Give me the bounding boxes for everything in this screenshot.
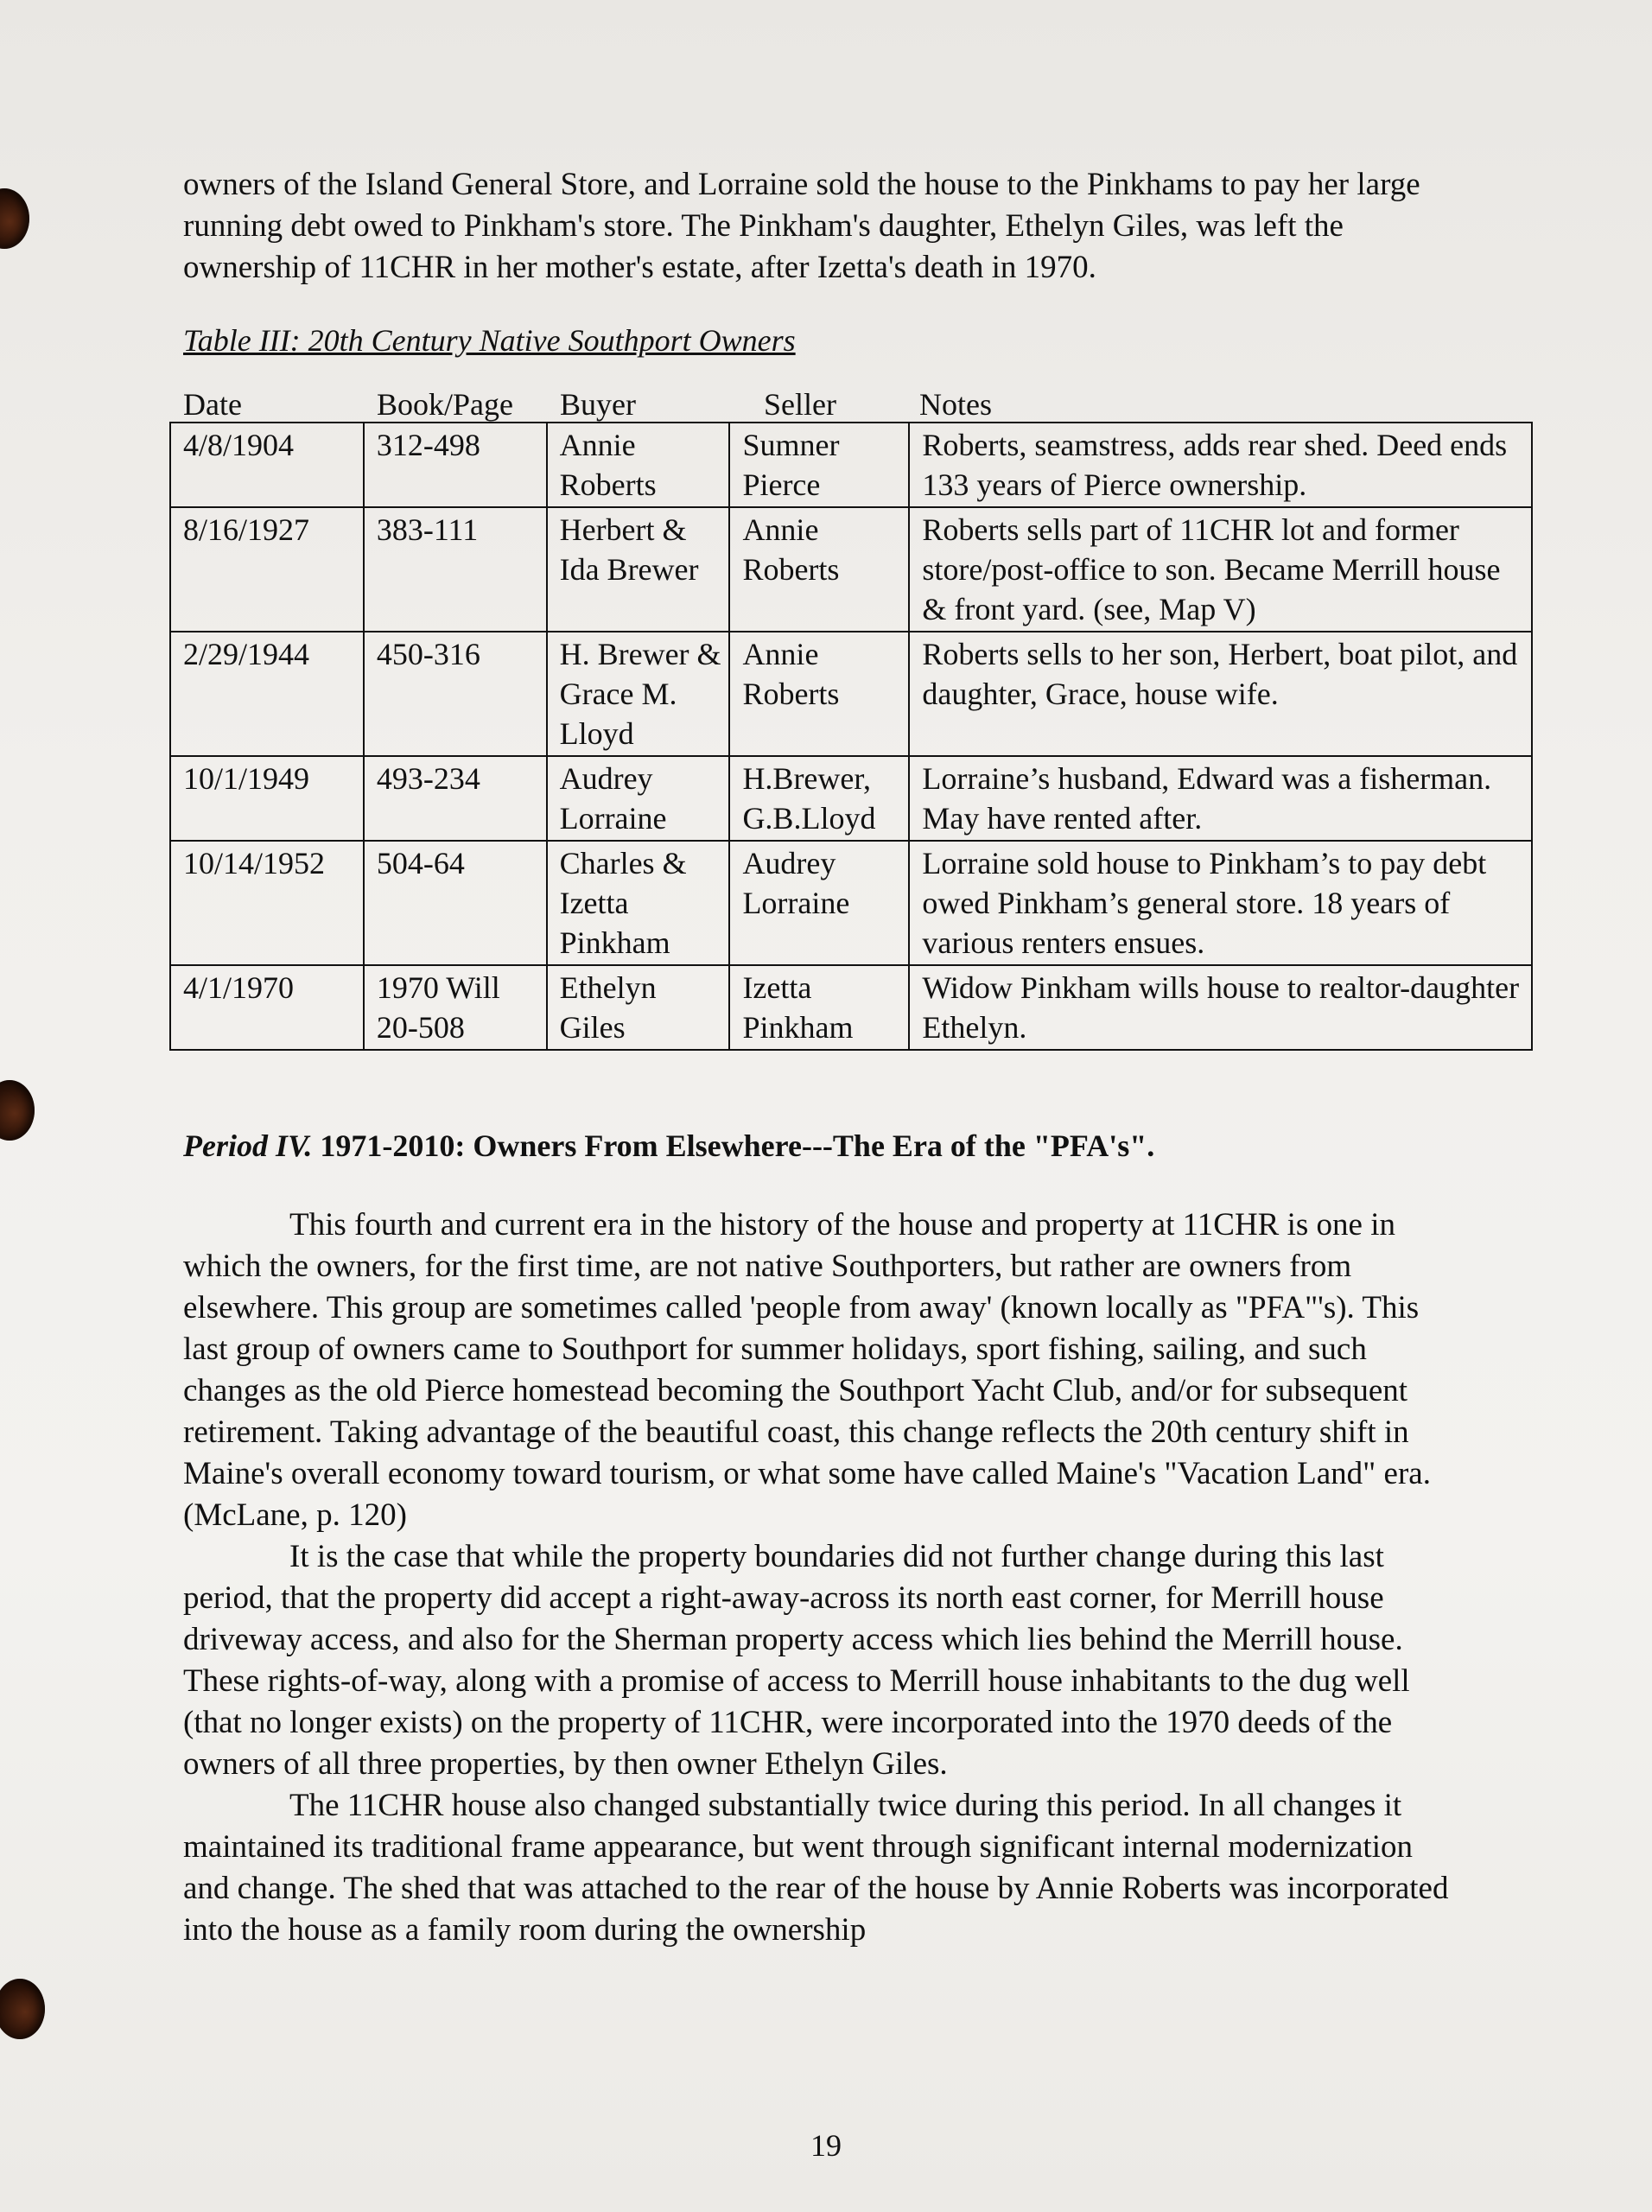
- buyer-cell: Audrey Lorraine: [547, 756, 730, 841]
- table-header-row: [183, 384, 1453, 422]
- table-row: [170, 965, 1532, 1050]
- buyer-cell: Annie Roberts: [547, 423, 730, 507]
- period-heading: [183, 1125, 1453, 1166]
- book-page-cell: 504-64: [364, 841, 547, 965]
- seller-cell: H.Brewer, G.B.Lloyd: [729, 756, 909, 841]
- notes-cell: Lorraine sold house to Pinkham’s to pay debt owed Pinkham’s general store. 18 years of various renters ensues.: [909, 841, 1532, 965]
- page-number: 19: [810, 2128, 842, 2163]
- intro-paragraph: owners of the Island General Store, and Lorraine sold the house to the Pinkhams to pay her large running debt owed to Pinkham's store. The Pinkham's daughter, Ethelyn Giles, was left the ownership of 11CHR in her mother's estate, after Izetta's death in 1970.: [183, 167, 1420, 285]
- book-page-cell: 450-316: [364, 632, 547, 756]
- seller-cell: Audrey Lorraine: [729, 841, 909, 965]
- notes-cell: Roberts sells part of 11CHR lot and former store/post-office to son. Became Merrill house & front yard. (see, Map V): [909, 507, 1532, 632]
- table-row: [170, 632, 1532, 756]
- notes-cell: Roberts, seamstress, adds rear shed. Deed ends 133 years of Pierce ownership.: [909, 423, 1532, 507]
- date-cell: 10/1/1949: [170, 756, 364, 841]
- buyer-cell: H. Brewer & Grace M. Lloyd: [547, 632, 730, 756]
- period-label: Period IV.: [183, 1128, 313, 1163]
- seller-cell: Izetta Pinkham: [729, 965, 909, 1050]
- table-caption: Table III: 20th Century Native Southport Owners: [183, 323, 796, 358]
- header-notes: Notes: [919, 387, 992, 422]
- notes-cell: Lorraine’s husband, Edward was a fisherman. May have rented after.: [909, 756, 1532, 841]
- book-page-cell: 312-498: [364, 423, 547, 507]
- date-cell: 2/29/1944: [170, 632, 364, 756]
- body-paragraph: This fourth and current era in the history of the house and property at 11CHR is one in which the owners, for the first time, are not native Southporters, but rather are owners from elsewhere. This group are sometimes called 'people from away' (known locally as "PFA"'s). This last group of owners came to Southport for summer holidays, sport fishing, sailing, and such changes as the old Pierce homestead becoming the Southport Yacht Club, and/or for subsequent retirement. Taking advantage of the beautiful coast, this change reflects the 20th century shift in Maine's overall economy toward tourism, or what some have called Maine's "Vacation Land" era. (McLane, p. 120): [183, 1207, 1431, 1533]
- binder-hole: [0, 188, 29, 249]
- table-row: [170, 841, 1532, 965]
- buyer-cell: Charles & Izetta Pinkham: [547, 841, 730, 965]
- header-seller: Seller: [764, 387, 836, 422]
- date-cell: 10/14/1952: [170, 841, 364, 965]
- period-title: 1971-2010: Owners From Elsewhere---The Era of the "PFA's".: [312, 1128, 1155, 1163]
- notes-cell: Roberts sells to her son, Herbert, boat pilot, and daughter, Grace, house wife.: [909, 632, 1532, 756]
- buyer-cell: Ethelyn Giles: [547, 965, 730, 1050]
- notes-cell: Widow Pinkham wills house to realtor-daughter Ethelyn.: [909, 965, 1532, 1050]
- binder-hole: [0, 1979, 45, 2039]
- book-page-cell: 383-111: [364, 507, 547, 632]
- date-cell: 8/16/1927: [170, 507, 364, 632]
- date-cell: 4/1/1970: [170, 965, 364, 1050]
- table-row: [170, 507, 1532, 632]
- header-date: Date: [183, 387, 242, 422]
- header-buyer: Buyer: [560, 387, 636, 422]
- owners-table: [169, 422, 1533, 1051]
- seller-cell: Sumner Pierce: [729, 423, 909, 507]
- binder-hole: [0, 1080, 35, 1141]
- body-paragraph: It is the case that while the property boundaries did not further change during this last period, that the property did accept a right-away-across its north east corner, for Merrill house driveway access, and also for the Sherman property access which lies behind the Merrill house. These rights-of-way, along with a promise of access to Merrill house inhabitants to the dug well (that no longer exists) on the property of 11CHR, were incorporated into the 1970 deeds of the owners of all three properties, by then owner Ethelyn Giles.: [183, 1539, 1410, 1782]
- page-content: [183, 164, 1520, 1951]
- seller-cell: Annie Roberts: [729, 632, 909, 756]
- date-cell: 4/8/1904: [170, 423, 364, 507]
- header-book-page: Book/Page: [377, 387, 513, 422]
- table-row: [170, 756, 1532, 841]
- seller-cell: Annie Roberts: [729, 507, 909, 632]
- book-page-cell: 493-234: [364, 756, 547, 841]
- table-row: [170, 423, 1532, 507]
- body-paragraph: The 11CHR house also changed substantially twice during this period. In all changes it maintained its traditional frame appearance, but went through significant internal modernization and change. The shed that was attached to the rear of the house by Annie Roberts was incorporated into the house as a family room during the ownership: [183, 1788, 1449, 1948]
- buyer-cell: Herbert & Ida Brewer: [547, 507, 730, 632]
- book-page-cell: 1970 Will 20-508: [364, 965, 547, 1050]
